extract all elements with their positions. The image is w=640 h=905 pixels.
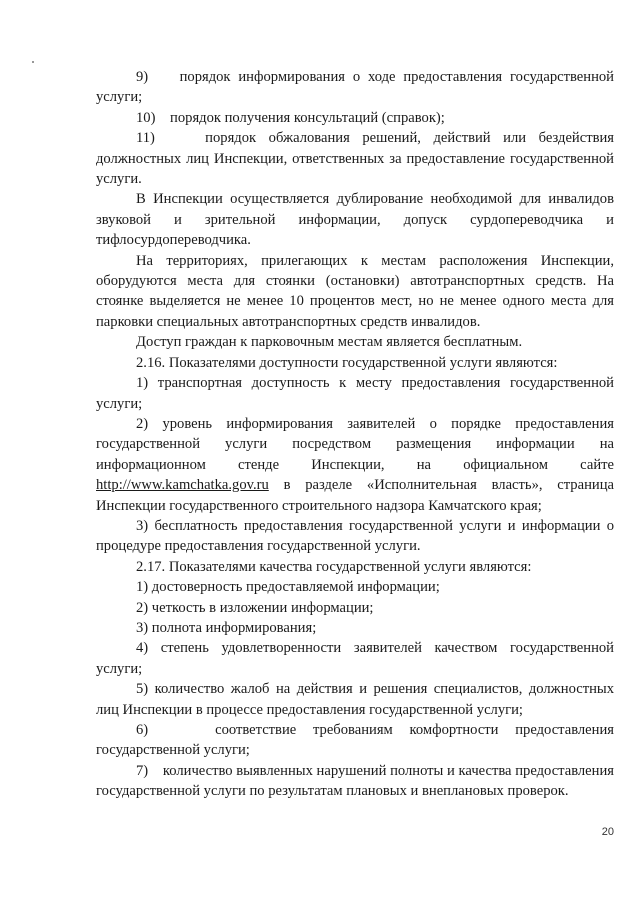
scan-artifact (32, 61, 34, 63)
quality-item-3: 3) полнота информирования; (136, 619, 317, 636)
quality-item-5: 5) количество жалоб на действия и решения специалистов, должностных лиц Инспекции в процессе предоставления государственной услуги; (96, 681, 614, 718)
accessibility-item-1: 1) транспортная доступность к месту предоставления государственной услуги; (96, 375, 614, 412)
paragraph-parking: На территориях, прилегающих к местам расположения Инспекции, оборудуются места для стоянки (остановки) автотранспортных средств. На стоянке выделяется не менее 10 процентов мест, но не менее одного места для парковки специальных автотранспортных средств инвалидов. (96, 252, 614, 330)
list-item-11: 11) порядок обжалования решений, действий или бездействия должностных лиц Инспекции, ответственных за предоставление государственной услуги. (96, 130, 614, 188)
accessibility-item-2-suffix: в разделе «Исполнительная власть», страница Инспекции государственного строительного надзора Камчатского края; (96, 477, 614, 514)
list-item-9: 9) порядок информирования о ходе предоставления государственной услуги; (96, 69, 614, 106)
quality-item-2: 2) четкость в изложении информации; (136, 599, 374, 616)
accessibility-item-3: 3) бесплатность предоставления государственной услуги и информации о процедуре предоставления государственной услуги. (96, 517, 614, 555)
list-item-10: 10) порядок получения консультаций (справок); (136, 109, 445, 126)
section-2-16-heading: 2.16. Показателями доступности государственной услуги являются: (136, 354, 558, 371)
document-body (96, 67, 614, 802)
quality-item-6: 6) соответствие требованиям комфортности предоставления государственной услуги; (96, 722, 614, 759)
accessibility-item-2 (96, 414, 614, 516)
quality-item-4: 4) степень удовлетворенности заявителей качеством государственной услуги; (96, 640, 614, 677)
quality-item-7: 7) количество выявленных нарушений полноты и качества предоставления государственной услуги по результатам плановых и внеплановых проверок. (96, 762, 614, 800)
paragraph-free-access: Доступ граждан к парковочным местам является бесплатным. (136, 334, 523, 351)
section-2-17-heading: 2.17. Показателями качества государственной услуги являются: (136, 558, 532, 575)
accessibility-item-2-text: 2) уровень информирования заявителей о порядке предоставления государственной услуги посредством размещения информации на информационном стенде Инспекции, на официальном сайте (96, 415, 614, 473)
page-number: 20 (601, 826, 614, 838)
paragraph-duplication: В Инспекции осуществляется дублирование необходимой для инвалидов звуковой и зрительной информации, допуск сурдопереводчика и тифлосурдопереводчика. (96, 191, 614, 249)
quality-item-1: 1) достоверность предоставляемой информации; (136, 579, 440, 596)
kamchatka-website-link[interactable]: http://www.kamchatka.gov.ru (96, 477, 269, 494)
